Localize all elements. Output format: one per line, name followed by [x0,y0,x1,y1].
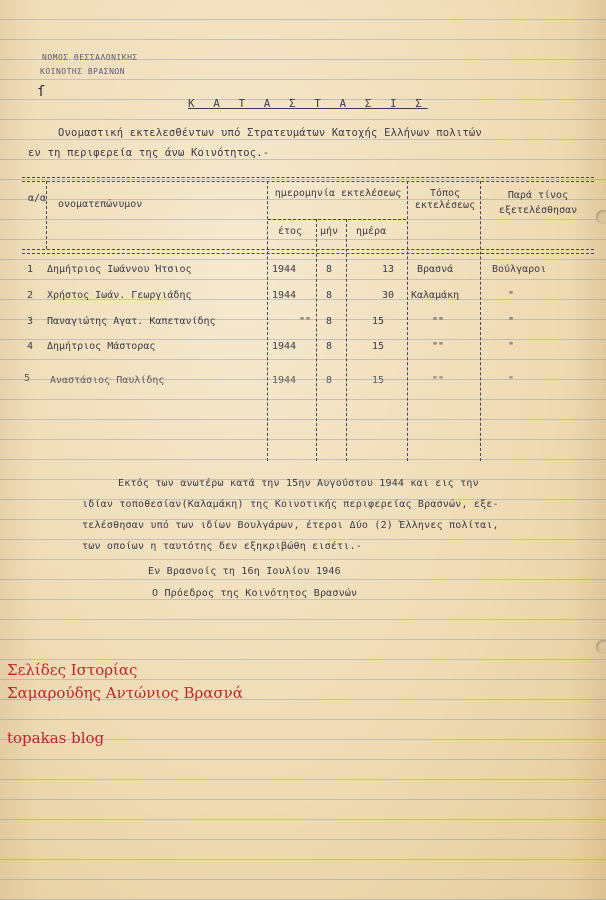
row-year: 1944 [272,375,297,386]
punch-hole [596,210,606,224]
ink-mark: ſ [37,84,46,100]
col-header-day: ημέρα [356,226,387,237]
row-by: " [508,290,515,301]
prefecture-header: ΝΟΜΟΣ ΘΕΣΣΑΛΟΝΙΚΗΣ [42,53,138,62]
col-header-place: Τόπος εκτελέσεως [414,188,476,211]
table-header-bottom [22,253,594,254]
intro-line-1: Ονομαστική εκτελεσθέντων υπό Στρατευμάτων Κατοχής Ελλήνων πολιτών [58,127,482,139]
row-name: Δημήτριος Ιωάννου Ήτσιος [47,264,192,275]
row-month: 8 [326,316,333,327]
col-divider [407,181,408,461]
note-line-4: των οποίων η ταυτότης δεν εξηκριβώθη εισέτι.- [82,541,362,552]
row-by: " [508,316,515,327]
col-divider [267,181,268,461]
col-divider [316,219,317,461]
row-month: 8 [326,264,333,275]
col-divider [480,181,481,461]
row-year: "" [299,316,312,327]
document-title: Κ Α Τ Α Σ Τ Α Σ Ι Σ [188,97,428,110]
row-month: 8 [326,341,333,352]
community-header: ΚΟΙΝΟΤΗΣ ΒΡΑΣΝΩΝ [40,67,126,76]
col-divider [346,219,347,461]
row-day: 30 [382,290,395,301]
signature-line: Ο Πρόεδρος της Κοινότητος Βρασνών [152,588,358,599]
row-place: "" [432,341,445,352]
row-by: " [508,375,515,386]
table-top-border [22,181,594,182]
date-subheader-divider [268,219,406,220]
watermark-line-1: Σελίδες Ιστορίας [7,661,138,679]
col-header-name: ονοματεπώνυμον [58,199,143,210]
row-number: 2 [27,290,34,301]
row-name: Αναστάσιος Παυλίδης [50,375,165,386]
note-line-1: Εκτός των ανωτέρω κατά την 15ην Αυγούστου 1944 και εις την [118,478,479,489]
row-number: 3 [27,316,34,327]
row-place: Βρασνά [417,264,454,275]
row-place: Καλαμάκη [411,290,460,301]
punch-hole [596,640,606,654]
row-place: "" [432,316,445,327]
row-day: 15 [372,341,385,352]
col-header-month: μήν [320,226,339,237]
col-header-aa: α/α [28,193,47,204]
row-month: 8 [326,290,333,301]
watermark-line-3: topakas blog [7,729,105,747]
row-year: 1944 [272,264,297,275]
row-month: 8 [326,375,333,386]
row-by: " [508,341,515,352]
row-name: Παναγιώτης Αγατ. Καπετανίδης [47,316,216,327]
col-header-by: Παρά τίνος εξετελέσθησαν [498,190,578,216]
row-number: 5 [24,373,31,384]
note-line-2: ιδίαν τοποθεσίαν(Καλαμάκη) της Κοινοτικής περιφερείας Βρασνών, εξε- [82,499,499,510]
place-date: Εν Βρασνοίς τη 16η Ιουλίου 1946 [148,566,341,577]
col-header-year: έτος [278,226,303,237]
row-name: Δημήτριος Μάστορας [47,341,156,352]
row-by: Βούλγαροι [492,264,547,275]
table-header-bottom [22,249,594,250]
row-year: 1944 [272,341,297,352]
note-line-3: τελέσθησαν υπό των ιδίων Βουλγάρων, έτεροι Δύο (2) Έλληνες πολίται, [82,520,499,531]
intro-line-2: εν τη περιφερεία της άνω Κοινότητος.- [28,147,270,159]
watermark-line-2: Σαμαρούδης Αντώνιος Βρασνά [7,684,243,702]
col-divider [46,181,47,249]
row-number: 1 [27,264,34,275]
row-day: 15 [372,316,385,327]
table-top-border [22,177,594,178]
row-name: Χρήστος Ιωάν. Γεωργιάδης [47,290,192,301]
col-header-date: ημερομηνία εκτελέσεως [274,188,402,199]
row-day: 15 [372,375,385,386]
row-number: 4 [27,341,34,352]
row-day: 13 [382,264,395,275]
row-year: 1944 [272,290,297,301]
row-place: "" [432,375,445,386]
